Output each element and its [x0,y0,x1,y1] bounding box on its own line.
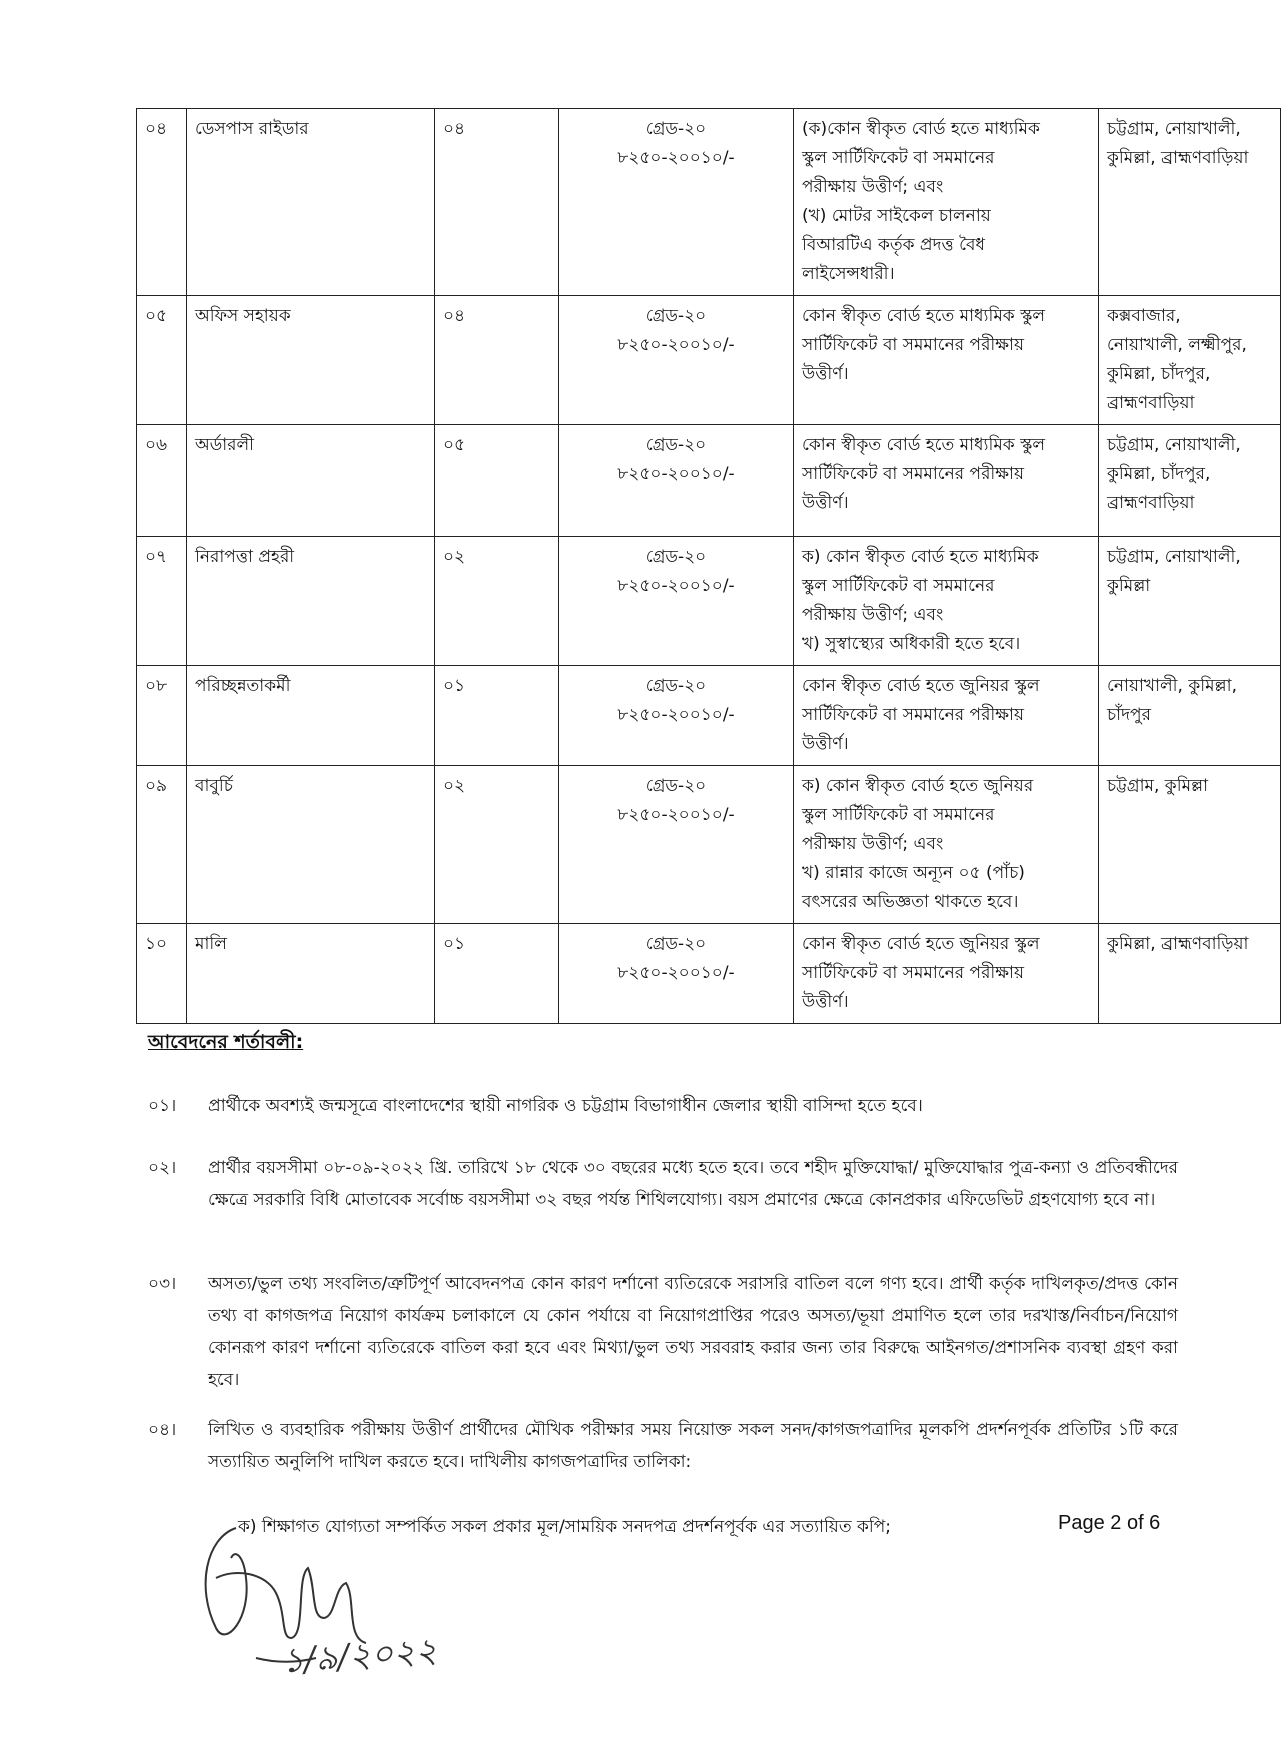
post-name-cell: পরিচ্ছন্নতাকর্মী [187,666,435,766]
qualification-line: সার্টিফিকেট বা সমমানের পরীক্ষায় [802,963,1025,983]
districts-line: ব্রাহ্মণবাড়িয়া [1107,493,1195,513]
qualification-line: ক) কোন স্বীকৃত বোর্ড হতে জুনিয়র [802,776,1034,796]
serial-number-cell: ০৮ [137,666,187,766]
pay-grade-line: ৮২৫০-২০০১০/- [617,335,735,355]
pay-grade-line: গ্রেড-২০ [645,306,707,326]
post-name-cell: বাবুর্চি [187,766,435,924]
qualification-cell [794,666,1099,766]
pay-grade-line: গ্রেড-২০ [645,776,707,796]
districts-line: কুমিল্লা, চাঁদপুর, [1107,464,1211,484]
qualification-line: লাইসেন্সধারী। [802,264,895,284]
districts-line: কক্সবাজার, [1107,306,1181,326]
pay-grade-line: ৮২৫০-২০০১০/- [617,963,735,983]
condition-number: ০৩। [148,1274,177,1294]
post-name-cell: মালি [187,924,435,1024]
post-count-cell: ০৫ [435,425,559,537]
condition-number: ০৪। [148,1420,177,1440]
conditions-heading: আবেদনের শর্তাবলী: [148,1031,304,1053]
pay-grade-cell [559,537,794,666]
post-name-cell: অর্ডারলী [187,425,435,537]
table-row [137,296,1281,425]
pay-grade-line: গ্রেড-২০ [645,119,707,139]
qualification-line: স্কুল সার্টিফিকেট বা সমমানের [802,148,995,168]
districts-cell [1099,109,1281,296]
post-count-cell: ০১ [435,666,559,766]
qualification-line: সার্টিফিকেট বা সমমানের পরীক্ষায় [802,464,1025,484]
districts-line: ব্রাহ্মণবাড়িয়া [1107,393,1195,413]
serial-number-cell: ০৫ [137,296,187,425]
districts-line: নোয়াখালী, লক্ষ্মীপুর, [1107,335,1247,355]
qualification-line: (ক)কোন স্বীকৃত বোর্ড হতে মাধ্যমিক [802,119,1040,139]
qualification-line: ক) কোন স্বীকৃত বোর্ড হতে মাধ্যমিক [802,547,1039,567]
qualification-line: উত্তীর্ণ। [802,364,849,384]
post-count-cell: ০২ [435,537,559,666]
pay-grade-line: ৮২৫০-২০০১০/- [617,805,735,825]
qualification-line: বৎসরের অভিজ্ঞতা থাকতে হবে। [802,892,1019,912]
districts-cell [1099,666,1281,766]
pay-grade-line: গ্রেড-২০ [645,934,707,954]
districts-line: নোয়াখালী, কুমিল্লা, [1107,676,1237,696]
qualification-line: পরীক্ষায় উত্তীর্ণ; এবং [802,605,944,625]
districts-cell [1099,425,1281,537]
pay-grade-line: ৮২৫০-২০০১০/- [617,576,735,596]
post-name-cell: নিরাপত্তা প্রহরী [187,537,435,666]
pay-grade-line: গ্রেড-২০ [645,547,707,567]
districts-line: চট্টগ্রাম, নোয়াখালী, [1107,547,1241,567]
pay-grade-line: ৮২৫০-২০০১০/- [617,705,735,725]
qualification-line: সার্টিফিকেট বা সমমানের পরীক্ষায় [802,705,1025,725]
serial-number-cell: ১০ [137,924,187,1024]
qualification-cell [794,296,1099,425]
qualification-line: (খ) মোটর সাইকেল চালনায় [802,206,991,226]
condition-text: অসত্য/ভুল তথ্য সংবলিত/ত্রুটিপূর্ণ আবেদনপত্র কোন কারণ দর্শানো ব্যতিরেকে সরাসরি বাতিল বলে গণ্য হবে। প্রার্থী কর্তৃক দাখিলকৃত/প্রদত্ত কোন তথ্য বা কাগজপত্র নিয়োগ কার্যক্রম চলাকালে যে কোন পর্যায়ে বা নিয়োগপ্রাপ্তির পরেও অসত্য/ভূয়া প্রমাণিত হলে তার দরখাস্ত/নির্বাচন/নিয়োগ কোনরূপ কারণ দর্শানো ব্যতিরেকে বাতিল করা হবে এবং মিথ্যা/ভুল তথ্য সরবরাহ করার জন্য তার বিরুদ্ধে আইনগত/প্রশাসনিক ব্যবস্থা গ্রহণ করা হবে। [208,1274,1178,1390]
table-row [137,924,1281,1024]
qualification-line: স্কুল সার্টিফিকেট বা সমমানের [802,576,995,596]
serial-number-cell: ০৯ [137,766,187,924]
page-number: Page 2 of 6 [1058,1512,1161,1534]
pay-grade-line: গ্রেড-২০ [645,435,707,455]
qualification-cell [794,924,1099,1024]
qualification-line: কোন স্বীকৃত বোর্ড হতে মাধ্যমিক স্কুল [802,435,1046,455]
qualification-cell [794,425,1099,537]
serial-number-cell: ০৬ [137,425,187,537]
table-row [137,425,1281,537]
post-count-cell: ০৪ [435,296,559,425]
qualification-line: উত্তীর্ণ। [802,493,849,513]
districts-line: চট্টগ্রাম, নোয়াখালী, [1107,435,1241,455]
post-name-cell: অফিস সহায়ক [187,296,435,425]
qualification-line: কোন স্বীকৃত বোর্ড হতে জুনিয়র স্কুল [802,676,1040,696]
post-name-cell: ডেসপাস রাইডার [187,109,435,296]
qualification-line: কোন স্বীকৃত বোর্ড হতে মাধ্যমিক স্কুল [802,306,1046,326]
table-row [137,666,1281,766]
pay-grade-cell [559,666,794,766]
qualification-line: খ) সুস্বাস্থ্যের অধিকারী হতে হবে। [802,634,1021,654]
table-row [137,537,1281,666]
condition-sub-item: ক) শিক্ষাগত যোগ্যতা সম্পর্কিত সকল প্রকার মূল/সাময়িক সনদপত্র প্রদর্শনপূর্বক এর সত্যায়িত কপি; [238,1517,892,1537]
post-count-cell: ০৪ [435,109,559,296]
jobs-table [136,108,1281,1024]
qualification-line: সার্টিফিকেট বা সমমানের পরীক্ষায় [802,335,1025,355]
pay-grade-cell [559,924,794,1024]
qualification-line: খ) রান্নার কাজে অন্যূন ০৫ (পাঁচ) [802,863,1025,883]
qualification-cell [794,537,1099,666]
serial-number-cell: ০৪ [137,109,187,296]
post-count-cell: ০২ [435,766,559,924]
condition-number: ০১। [148,1096,177,1116]
pay-grade-cell [559,109,794,296]
condition-text: প্রার্থীকে অবশ্যই জন্মসূত্রে বাংলাদেশের স্থায়ী নাগরিক ও চট্টগ্রাম বিভাগাধীন জেলার স্থায়ী বাসিন্দা হতে হবে। [208,1096,923,1116]
districts-line: চট্টগ্রাম, কুমিল্লা [1107,776,1209,796]
post-count-cell: ০১ [435,924,559,1024]
districts-cell [1099,924,1281,1024]
pay-grade-line: গ্রেড-২০ [645,676,707,696]
condition-number: ০২। [148,1158,177,1178]
qualification-line: কোন স্বীকৃত বোর্ড হতে জুনিয়র স্কুল [802,934,1040,954]
qualification-cell [794,766,1099,924]
districts-line: কুমিল্লা, ব্রাহ্মণবাড়িয়া [1107,934,1249,954]
districts-line: কুমিল্লা, চাঁদপুর, [1107,364,1211,384]
districts-line: কুমিল্লা [1107,576,1151,596]
pay-grade-cell [559,766,794,924]
districts-line: চট্টগ্রাম, নোয়াখালী, [1107,119,1241,139]
qualification-line: উত্তীর্ণ। [802,734,849,754]
qualification-line: পরীক্ষায় উত্তীর্ণ; এবং [802,177,944,197]
pay-grade-cell [559,425,794,537]
pay-grade-cell [559,296,794,425]
districts-line: কুমিল্লা, ব্রাহ্মণবাড়িয়া [1107,148,1249,168]
pay-grade-line: ৮২৫০-২০০১০/- [617,464,735,484]
serial-number-cell: ০৭ [137,537,187,666]
condition-text: লিখিত ও ব্যবহারিক পরীক্ষায় উত্তীর্ণ প্রার্থীদের মৌখিক পরীক্ষার সময় নিয়োক্ত সকল সনদ/কাগজপত্রাদির মূলকপি প্রদর্শনপূর্বক প্রতিটির ১টি করে সত্যায়িত অনুলিপি দাখিল করতে হবে। দাখিলীয় কাগজপত্রাদির তালিকা: [208,1420,1178,1472]
qualification-line: স্কুল সার্টিফিকেট বা সমমানের [802,805,995,825]
table-row [137,766,1281,924]
jobs-table-body [137,109,1281,1024]
districts-cell [1099,537,1281,666]
qualification-line: পরীক্ষায় উত্তীর্ণ; এবং [802,834,944,854]
districts-cell [1099,296,1281,425]
signature-date: ১/৯/২০২২ [280,1630,439,1682]
qualification-line: বিআরটিএ কর্তৃক প্রদত্ত বৈধ [802,235,985,255]
pay-grade-line: ৮২৫০-২০০১০/- [617,148,735,168]
condition-text: প্রার্থীর বয়সসীমা ০৮-০৯-২০২২ খ্রি. তারিখে ১৮ থেকে ৩০ বছরের মধ্যে হতে হবে। তবে শহীদ মুক্তিযোদ্ধা/ মুক্তিযোদ্ধার পুত্র-কন্যা ও প্রতিবন্ধীদের ক্ষেত্রে সরকারি বিধি মোতাবেক সর্বোচ্চ বয়সসীমা ৩২ বছর পর্যন্ত শিথিলযোগ্য। বয়স প্রমাণের ক্ষেত্রে কোনপ্রকার এফিডেভিট গ্রহণযোগ্য হবে না। [208,1158,1178,1210]
districts-cell [1099,766,1281,924]
table-row [137,109,1281,296]
qualification-line: উত্তীর্ণ। [802,992,849,1012]
districts-line: চাঁদপুর [1107,705,1151,725]
qualification-cell [794,109,1099,296]
